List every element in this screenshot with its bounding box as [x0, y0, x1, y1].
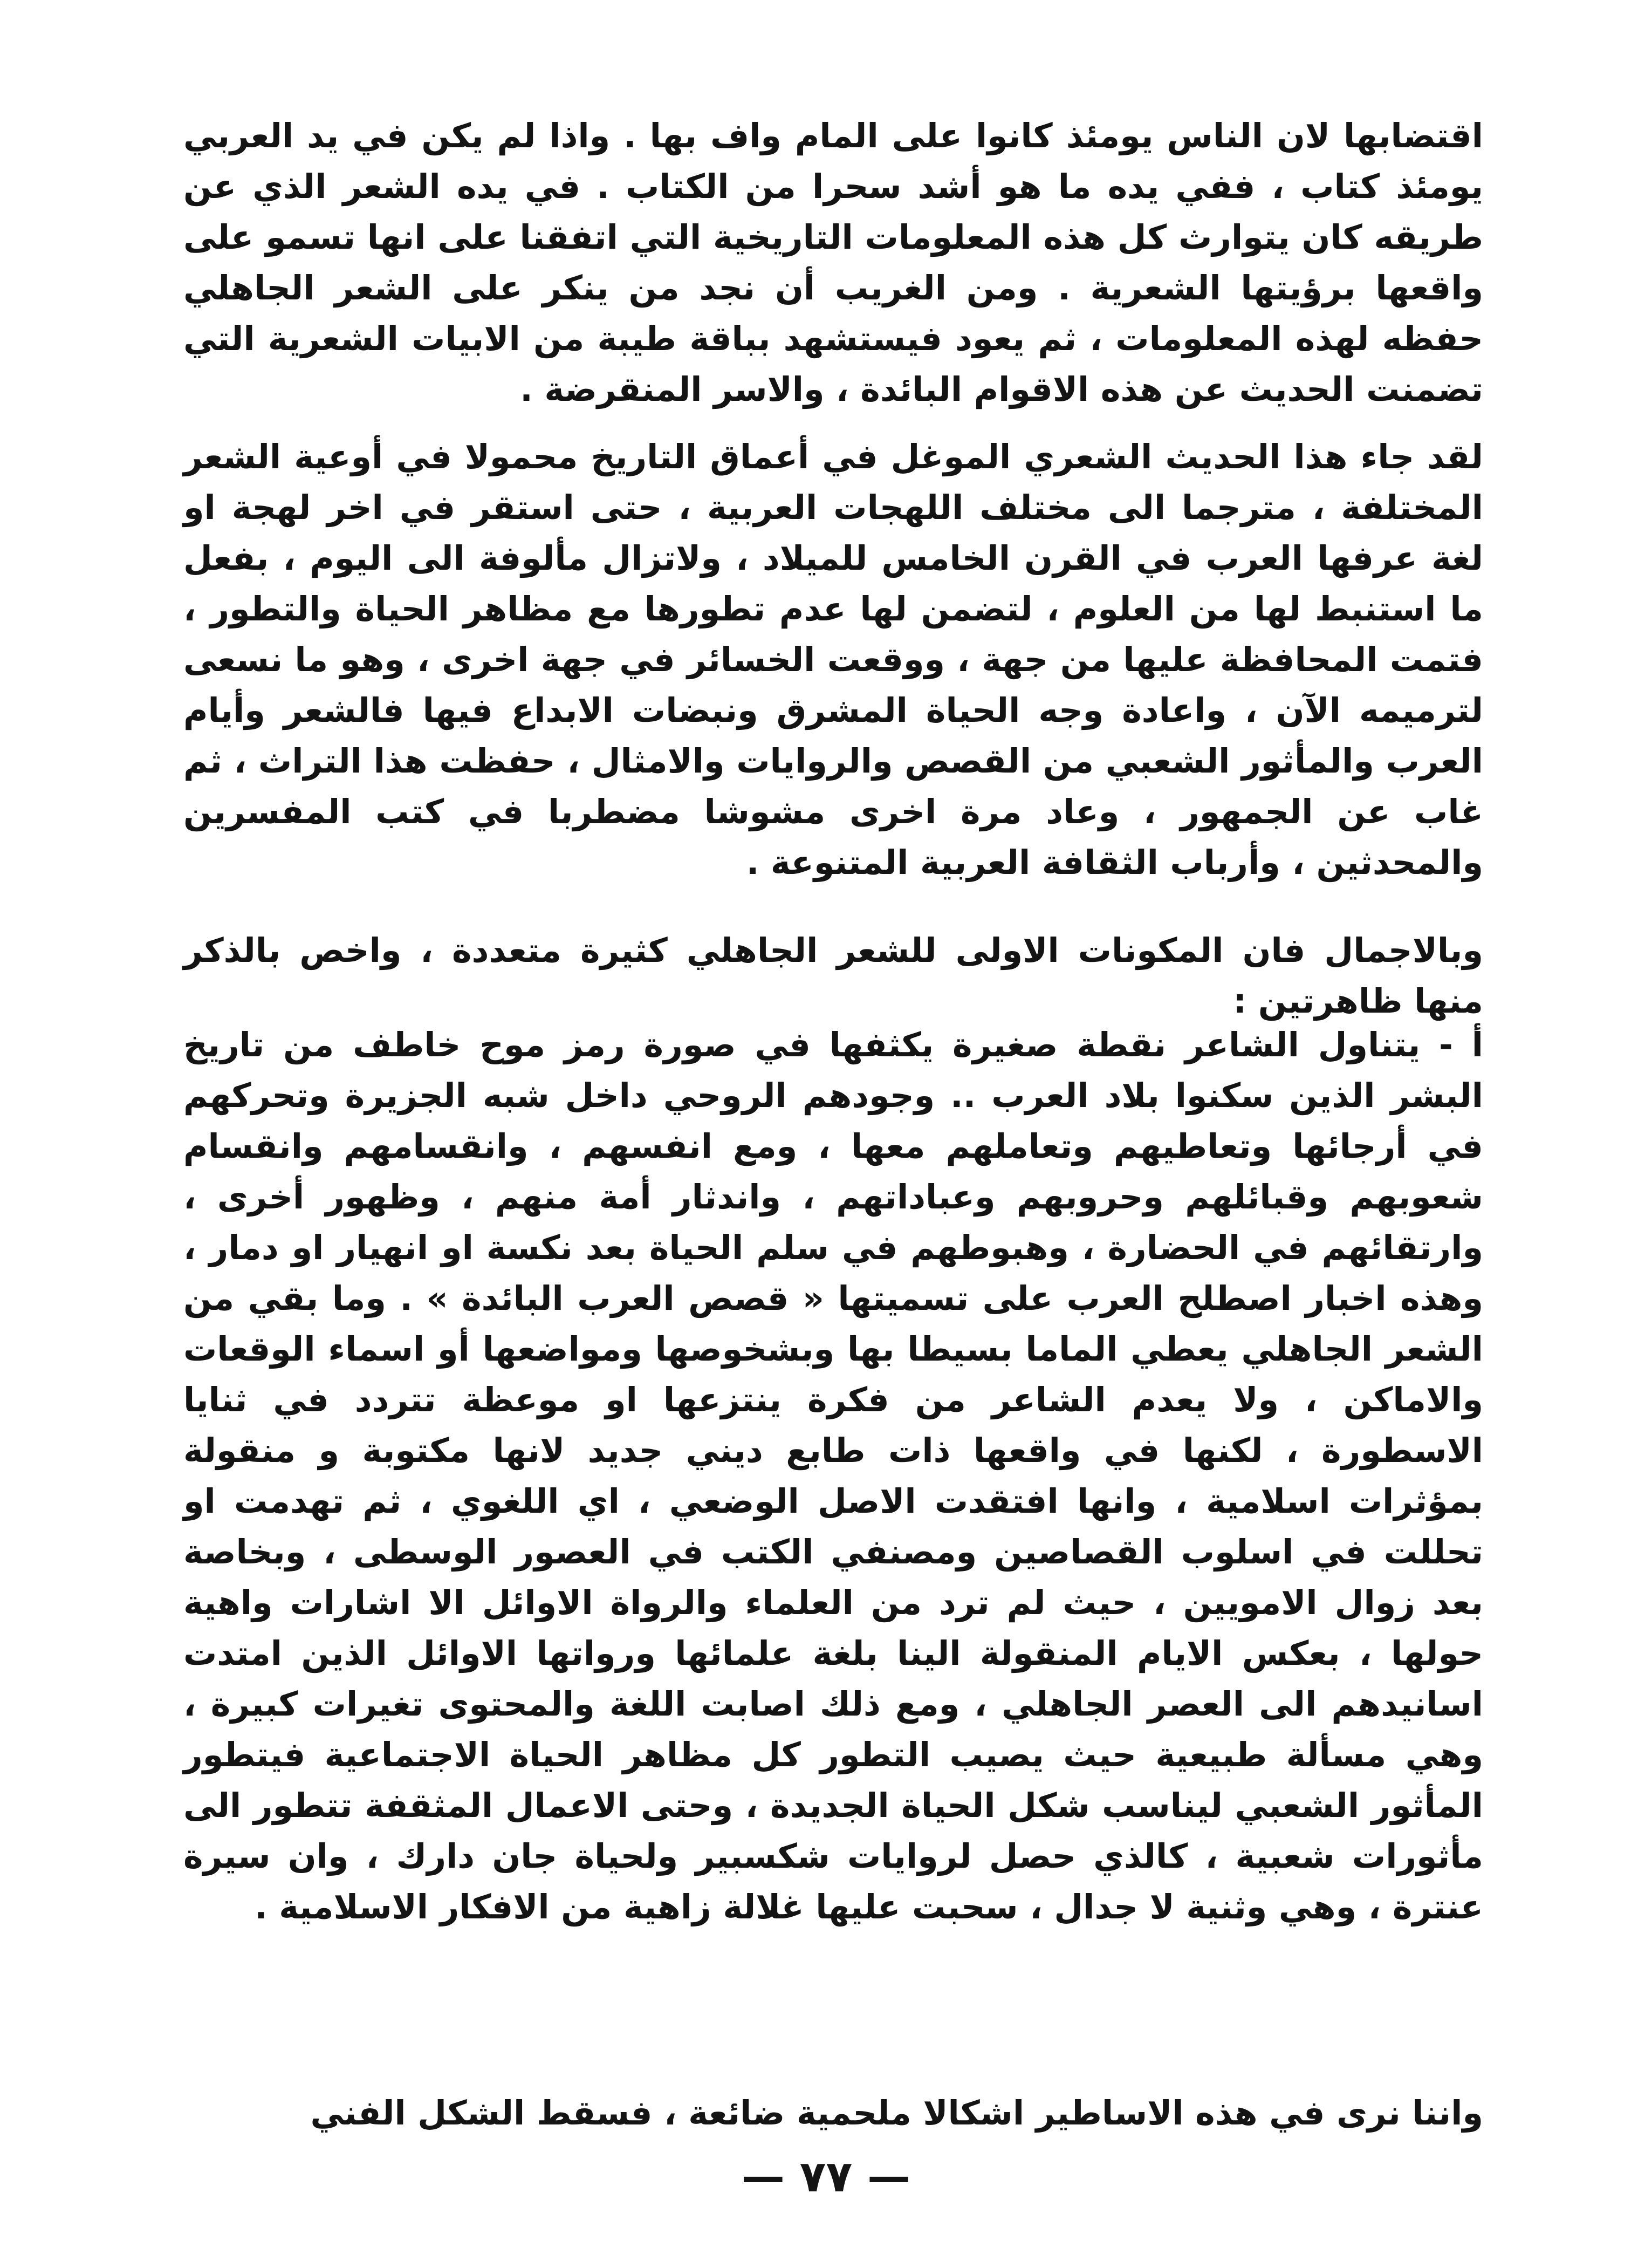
paragraph-1: اقتضابها لان الناس يومئذ كانوا على المام واف بها . واذا لم يكن في يد العربي يومئذ كتاب ، ففي يده ما هو أشد سحرا من الكتاب . في يده الشعر الذي عن طريقه كان يتوارث كل هذه المعلومات التاريخية التي اتفقنا على انها تسمو على واقعها برؤيتها الشعرية . ومن الغريب أن نجد من ينكر على الشعر الجاهلي حفظه لهذه المعلومات ، ثم يعود فيستشهد بباقة طيبة من الابيات الشعرية التي تضمنت الحديث عن هذه الاقوام البائدة ، والاسر المنقرضة .: [183, 116, 1483, 409]
paragraph-5: واننا نرى في هذه الاساطير اشكالا ملحمية ضائعة ، فسقط الشكل الفني: [310, 2093, 1483, 2133]
page-number: — ٧٧ —: [741, 2151, 911, 2202]
paragraph-4: أ - يتناول الشاعر نقطة صغيرة يكثفها في صورة رمز موح خاطف من تاريخ البشر الذين سكنوا بلاد العرب .. وجودهم الروحي داخل شبه الجزيرة وتحركهم في أرجائها وتعاطيهم وتعاملهم معها ، ومع انفسهم ، وانقسامهم وانقسام شعوبهم وقبائلهم وحروبهم وعباداتهم ، واندثار أمة منهم ، وظهور أخرى ، وارتقائهم في الحضارة ، وهبوطهم في سلم الحياة بعد نكسة او انهيار او دمار ، وهذه اخبار اصطلح العرب على تسميتها « قصص العرب البائدة » . وما بقي من الشعر الجاهلي يعطي الماما بسيطا بها وبشخوصها ومواضعها أو اسماء الوقعات والاماكن ، ولا يعدم الشاعر من فكرة ينتزعها او موعظة تتردد في ثنايا الاسطورة ، لكنها في واقعها ذات طابع ديني جديد لانها مكتوبة و منقولة بمؤثرات اسلامية ، وانها افتقدت الاصل الوضعي ، اي اللغوي ، ثم تهدمت او تحللت في اسلوب القصاصين ومصنفي الكتب في العصور الوسطى ، وبخاصة بعد زوال الامويين ، حيث لم ترد من العلماء والرواة الاوائل الا اشارات واهية حولها ، بعكس الايام المنقولة الينا بلغة علمائها ورواتها الاوائل الذين امتدت اسانيدهم الى العصر الجاهلي ، ومع ذلك اصابت اللغة والمحتوى تغيرات كبيرة ، وهي مسألة طبيعية حيث يصيب التطور كل مظاهر الحياة الاجتماعية فيتطور المأثور الشعبي ليناسب شكل الحياة الجديدة ، وحتى الاعمال المثقفة تتطور الى مأثورات شعبية ، كالذي حصل لروايات شكسبير ولحياة جان دارك ، وان سيرة عنترة ، وهي وثنية لا جدال ، سحبت عليها غلالة زاهية من الافكار الاسلامية .: [183, 1025, 1483, 1926]
paragraph-3: وبالاجمال فان المكونات الاولى للشعر الجاهلي كثيرة متعددة ، واخص بالذكر منها ظاهرتين :: [183, 931, 1483, 1021]
paragraph-2: لقد جاء هذا الحديث الشعري الموغل في أعماق التاريخ محمولا في أوعية الشعر المختلفة ، مترجما الى مختلف اللهجات العربية ، حتى استقر في اخر لهجة او لغة عرفها العرب في القرن الخامس للميلاد ، ولاتزال مألوفة الى اليوم ، بفعل ما استنبط لها من العلوم ، لتضمن لها عدم تطورها مع مظاهر الحياة والتطور ، فتمت المحافظة عليها من جهة ، ووقعت الخسائر في جهة اخرى ، وهو ما نسعى لترميمه الآن ، واعادة وجه الحياة المشرق ونبضات الابداع فيها فالشعر وأيام العرب والمأثور الشعبي من القصص والروايات والامثال ، حفظت هذا التراث ، ثم غاب عن الجمهور ، وعاد مرة اخرى مشوشا مضطربا في كتب المفسرين والمحدثين ، وأرباب الثقافة العربية المتنوعة .: [183, 437, 1483, 882]
